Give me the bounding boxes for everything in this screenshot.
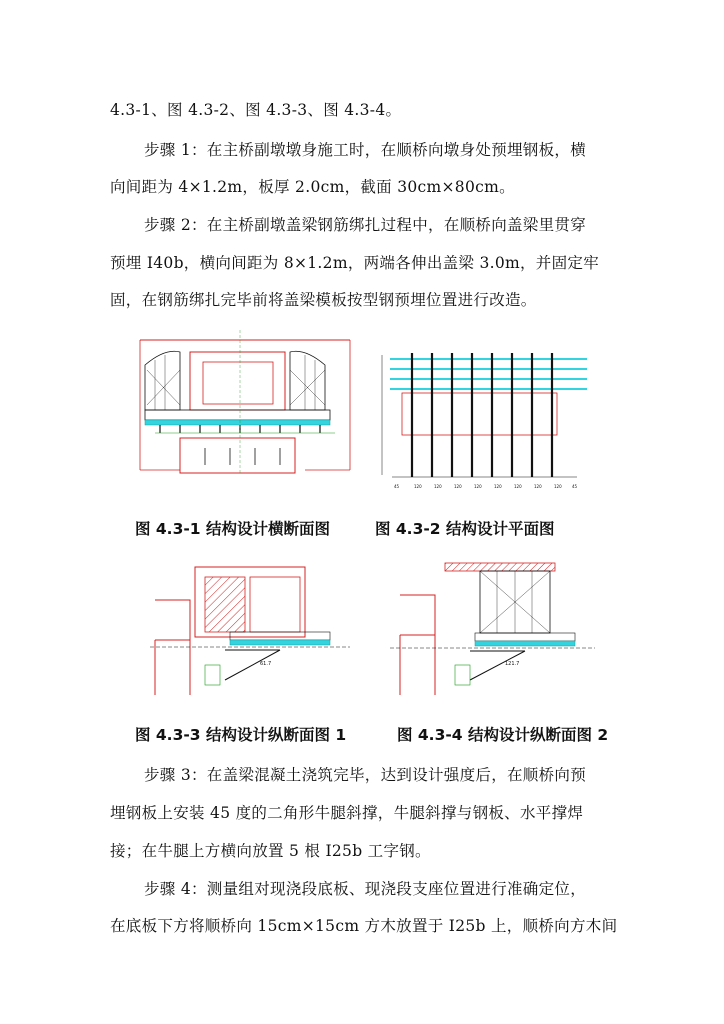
step2-line2: 预埋 I40b，横向间距为 8×1.2m，两端各伸出盖梁 3.0m，并固定牢 xyxy=(110,254,599,272)
fig-4-3-2-caption: 图 4.3-2 结构设计平面图 xyxy=(375,520,555,538)
line-p0: 4.3-1、图 4.3-2、图 4.3-3、图 4.3-4。 xyxy=(110,101,402,119)
step2-line1: 步骤 2：在主桥副墩盖梁钢筋绑扎过程中，在顺桥向盖梁里贯穿 xyxy=(144,216,586,234)
step3-line3: 接；在牛腿上方横向放置 5 根 I25b 工字钢。 xyxy=(110,842,431,860)
fig2-dim-3: 120 xyxy=(454,484,462,489)
fig2-dim-6: 120 xyxy=(514,484,522,489)
fig-4-3-1-caption: 图 4.3-1 结构设计横断面图 xyxy=(135,520,330,538)
fig2-dim-0: 45 xyxy=(394,484,400,489)
fig2-dim-8: 120 xyxy=(554,484,562,489)
fig-4-3-3-drawing xyxy=(150,555,360,700)
step3-line1: 步骤 3：在盖梁混凝土浇筑完毕，达到设计强度后，在顺桥向预 xyxy=(144,766,586,784)
fig2-dim-7: 120 xyxy=(534,484,542,489)
fig2-dim-5: 120 xyxy=(494,484,502,489)
step4-line2: 在底板下方将顺桥向 15cm×15cm 方木放置于 I25b 上，顺桥向方木间 xyxy=(110,917,618,935)
fig-4-3-2-drawing xyxy=(372,345,597,495)
fig-4-3-3-caption: 图 4.3-3 结构设计纵断面图 1 xyxy=(135,726,347,744)
fig2-dim-2: 120 xyxy=(434,484,442,489)
step3-line2: 埋钢板上安装 45 度的二角形牛腿斜撑，牛腿斜撑与钢板、水平撑焊 xyxy=(110,804,584,822)
fig-4-3-4-caption: 图 4.3-4 结构设计纵断面图 2 xyxy=(397,726,609,744)
fig3-dim-label: 61.7 xyxy=(260,661,272,667)
fig2-dim-9: 45 xyxy=(572,484,578,489)
step2-line3: 固，在钢筋绑扎完毕前将盖梁模板按型钢预埋位置进行改造。 xyxy=(110,291,537,309)
fig-4-3-4-drawing xyxy=(390,555,605,700)
fig-4-3-1-drawing xyxy=(135,330,360,475)
fig2-dim-1: 120 xyxy=(414,484,422,489)
fig2-dim-4: 120 xyxy=(474,484,482,489)
step1-line1: 步骤 1：在主桥副墩墩身施工时，在顺桥向墩身处预埋钢板，横 xyxy=(144,141,586,159)
step4-line1: 步骤 4：测量组对现浇段底板、现浇段支座位置进行准确定位， xyxy=(144,880,586,898)
step1-line2: 向间距为 4×1.2m，板厚 2.0cm，截面 30cm×80cm。 xyxy=(110,178,515,196)
fig4-dim-label: 121.7 xyxy=(505,661,520,667)
